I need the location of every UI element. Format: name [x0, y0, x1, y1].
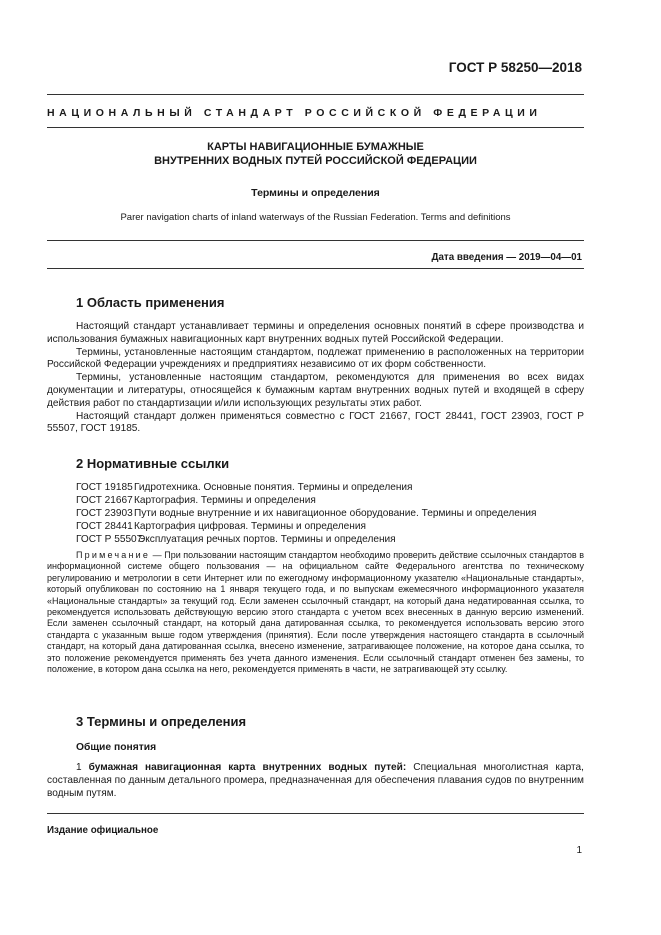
date-rule	[47, 268, 584, 269]
reference-title: Пути водные внутренние и их навигационное оборудование. Термины и определения	[134, 508, 537, 519]
reference-item	[76, 481, 586, 494]
header-rule-top	[47, 94, 584, 95]
section-1-paragraph: Термины, установленные настоящим стандартом, рекомендуются для применения во всех видах документации и литературы, относящейся к бумажным картам внутренних водных путей и входящей в сферу действия работ по стандартизации и/или использующих результаты этих работ.	[47, 372, 584, 409]
reference-item	[76, 520, 586, 533]
title-rule	[47, 240, 584, 241]
section-1-body	[47, 321, 584, 436]
edition-label: Издание официальное	[47, 825, 159, 836]
gost-code: ГОСТ Р 58250—2018	[448, 60, 582, 75]
term-definition: Специальная многолистная карта, составленная по данным детального промера, предназначенная для обеспечения плавания судов по внутренним водным путям.	[47, 762, 584, 799]
term-name: бумажная навигационная карта внутренних водных путей:	[88, 762, 407, 773]
section-1-paragraph: Термины, установленные настоящим стандартом, подлежат применению в расположенных на территории Российской Федерации учреждениях и предприятиях независимо от их форм собственности.	[47, 346, 584, 371]
section-1-paragraph: Настоящий стандарт устанавливает термины и определения основных понятий в сфере производства и использования бумажных навигационных карт внутренних водных путей Российской Федерации.	[47, 321, 584, 345]
reference-code: ГОСТ Р 55507	[76, 534, 143, 545]
reference-item	[76, 494, 586, 507]
section-2-heading: 2 Нормативные ссылки	[76, 456, 230, 471]
reference-title: Гидротехника. Основные понятия. Термины и определения	[134, 482, 413, 493]
note-label: Примечание	[76, 550, 151, 560]
section-3-subheading: Общие понятия	[76, 742, 157, 753]
document-title	[47, 140, 584, 168]
term-number: 1	[76, 762, 82, 773]
section-3-heading: 3 Термины и определения	[76, 714, 247, 729]
reference-title: Картография цифровая. Термины и определения	[134, 521, 366, 532]
title-line-1: КАРТЫ НАВИГАЦИОННЫЕ БУМАЖНЫЕ	[207, 141, 424, 153]
reference-item	[76, 533, 586, 546]
english-title: Parer navigation charts of inland waterways of the Russian Federation. Terms and definitions	[120, 212, 511, 223]
national-standard-banner: НАЦИОНАЛЬНЫЙ СТАНДАРТ РОССИЙСКОЙ ФЕДЕРАЦИИ	[47, 107, 542, 119]
page-number: 1	[576, 845, 582, 856]
normative-references-list	[76, 481, 586, 546]
reference-code: ГОСТ 21667	[76, 495, 133, 506]
introduction-date: Дата введения — 2019—04—01	[431, 252, 582, 263]
footer-rule	[47, 813, 584, 814]
reference-code: ГОСТ 28441	[76, 521, 133, 532]
reference-code: ГОСТ 23903	[76, 508, 133, 519]
term-entry	[47, 762, 584, 800]
section-1-paragraph: Настоящий стандарт должен применяться совместно с ГОСТ 21667, ГОСТ 28441, ГОСТ 23903, ГОСТ Р 55507, ГОСТ 19185.	[47, 410, 584, 435]
reference-item	[76, 507, 586, 520]
header-rule-bottom	[47, 127, 584, 128]
reference-code: ГОСТ 19185	[76, 482, 133, 493]
section-1-heading: 1 Область применения	[76, 295, 225, 310]
title-line-2: ВНУТРЕННИХ ВОДНЫХ ПУТЕЙ РОССИЙСКОЙ ФЕДЕРАЦИИ	[154, 155, 477, 167]
references-note	[47, 550, 584, 675]
reference-title: Картография. Термины и определения	[134, 495, 316, 506]
reference-title: Эксплуатация речных портов. Термины и определения	[138, 534, 396, 545]
note-text: — При пользовании настоящим стандартом необходимо проверить действие ссылочных стандартов в информационной системе общего пользования — на официальном сайте Федерального агентства по техническому регулированию и метрологии в сети Интернет или по ежегодному информационному указателю «Национальные стандарты», который опубликован по состоянию на 1 января текущего года, и по выпускам ежемесячного информационного указателя «Национальные стандарты» за текущий год. Если заменен ссылочный стандарт, на который дана недатированная ссылка, то рекомендуется использовать действующую версию этого стандарта с учетом всех внесенных в данную версию изменений. Если заменен ссылочный стандарт, на который дана датированная ссылка, то рекомендуется использовать версию этого стандарта с указанным выше годом утверждения (принятия). Если после утверждения настоящего стандарта в ссылочный стандарт, на который дана датированная ссылка, внесено изменение, затрагивающее положение, на которое дана ссылка, то это положение рекомендуется применять без учета данного изменения. Если ссылочный стандарт отменен без замены, то положение, в котором дана ссылка на него, рекомендуется применять в части, не затрагивающей эту ссылку.	[47, 550, 584, 675]
document-subtitle: Термины и определения	[251, 187, 380, 199]
